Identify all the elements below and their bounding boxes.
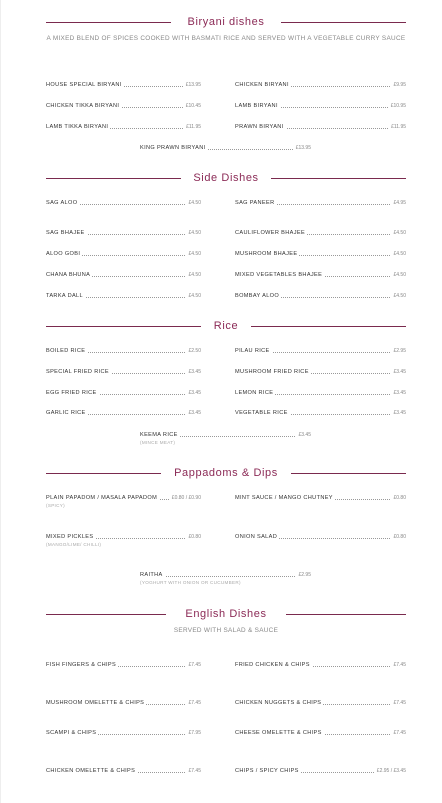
item-price: £3.45: [298, 432, 311, 438]
item-name: SAG ALOO: [46, 200, 78, 206]
menu-item: [46, 122, 201, 132]
item-name: KING PRAWN BIRYANI: [140, 145, 206, 151]
menu-item: [46, 346, 201, 356]
item-name: VEGETABLE RICE: [235, 410, 288, 416]
divider: [271, 178, 406, 179]
item-price: £2.50: [188, 348, 201, 354]
item-price: £4.50: [188, 230, 201, 236]
item-name: MIXED PICKLES: [46, 534, 94, 540]
item-name: FISH FINGERS & CHIPS: [46, 662, 117, 668]
item-note: (MINCE MEAT): [140, 440, 176, 445]
item-price: £3.45: [393, 410, 406, 416]
menu-item: [46, 388, 201, 398]
menu-item: [235, 532, 406, 542]
item-name: LEMON RICE: [235, 390, 274, 396]
menu-item: [46, 728, 201, 738]
item-price: £0.80 / £0.90: [171, 495, 201, 501]
item-price: £13.95: [295, 145, 311, 151]
item-name: CHICKEN NUGGETS & CHIPS: [235, 700, 322, 706]
section-title: Side Dishes: [193, 172, 259, 184]
item-price: £7.45: [393, 700, 406, 706]
item-name: CHEESE OMELETTE & CHIPS: [235, 730, 322, 736]
item-note: (MANGO/LIME/ CHILLI): [46, 542, 102, 547]
item-price: £3.45: [393, 390, 406, 396]
menu-item: [46, 766, 201, 776]
section-header-side-dishes: [46, 171, 406, 185]
item-price: £7.45: [393, 730, 406, 736]
menu-item: [140, 430, 311, 445]
item-price: £2.95: [393, 348, 406, 354]
item-name: CHICKEN OMELETTE & CHIPS: [46, 768, 136, 774]
section-description: A MIXED BLEND OF SPICES COOKED WITH BASMATI RICE AND SERVED WITH A VEGETABLE CURRY SAUCE: [46, 35, 406, 42]
item-price: £4.95: [393, 200, 406, 206]
menu-item: [46, 80, 201, 90]
item-name: FRIED CHICKEN & CHIPS: [235, 662, 310, 668]
item-price: £10.95: [390, 103, 406, 109]
item-name: PILAU RICE: [235, 348, 270, 354]
item-name: PRAWN BIRYANI: [235, 124, 284, 130]
menu-item: [46, 198, 201, 208]
section-header-pappadoms: [46, 466, 406, 480]
item-price: £4.50: [393, 293, 406, 299]
menu-item: [235, 249, 406, 259]
item-name: MIXED VEGETABLES BHAJEE: [235, 272, 323, 278]
item-name: SAG BHAJEE: [46, 230, 85, 236]
section-title: Pappadoms & Dips: [174, 467, 278, 479]
item-price: £7.45: [188, 662, 201, 668]
item-price: £0.80: [393, 495, 406, 501]
menu-item: [46, 101, 201, 111]
item-price: £3.45: [188, 390, 201, 396]
item-name: SCAMPI & CHIPS: [46, 730, 97, 736]
menu-item: [140, 570, 311, 585]
item-price: £13.95: [185, 82, 201, 88]
menu-item: [46, 249, 201, 259]
menu-item: [235, 122, 406, 132]
menu-item: [235, 228, 406, 238]
menu-item: [235, 346, 406, 356]
item-name: CHANA BHUNA: [46, 272, 91, 278]
item-name: LAMB BIRYANI: [235, 103, 278, 109]
item-note: (SPICY): [46, 503, 65, 508]
item-note: (YOGHURT WITH ONION OR CUCUMBER): [140, 580, 241, 585]
item-name: SAG PANEER: [235, 200, 275, 206]
item-name: KEEMA RICE: [140, 432, 178, 438]
item-price: £4.50: [188, 251, 201, 257]
menu-item: [46, 228, 201, 238]
divider: [286, 614, 406, 615]
divider: [251, 326, 406, 327]
menu-item: [235, 766, 406, 776]
item-price: £7.45: [393, 662, 406, 668]
item-price: £11.95: [391, 124, 406, 130]
item-price: £3.45: [188, 410, 201, 416]
item-price: £4.50: [393, 230, 406, 236]
section-header-english: [46, 607, 406, 621]
item-price: £4.50: [188, 272, 201, 278]
menu-item: [235, 367, 406, 377]
item-name: TARKA DALL: [46, 293, 83, 299]
item-price: £10.45: [185, 103, 201, 109]
menu-item: [140, 143, 311, 153]
section-title: Biryani dishes: [187, 16, 265, 28]
item-name: PLAIN PAPADOM / MASALA PAPADOM: [46, 495, 158, 501]
item-name: LAMB TIKKA BIRYANI: [46, 124, 109, 130]
item-price: £4.50: [188, 200, 201, 206]
section-title: Rice: [213, 320, 239, 332]
menu-item: [235, 698, 406, 708]
item-name: BOMBAY ALOO: [235, 293, 280, 299]
item-price: £0.80: [393, 534, 406, 540]
item-name: ONION SALAD: [235, 534, 278, 540]
divider: [281, 22, 406, 23]
menu-item: [46, 532, 201, 547]
item-name: RAITHA: [140, 572, 163, 578]
menu-item: [235, 660, 406, 670]
item-price: £4.50: [188, 293, 201, 299]
item-name: EGG FRIED RICE: [46, 390, 97, 396]
menu-item: [235, 728, 406, 738]
item-name: SPECIAL FRIED RICE: [46, 369, 109, 375]
item-name: BOILED RICE: [46, 348, 86, 354]
menu-item: [235, 80, 406, 90]
menu-item: [46, 270, 201, 280]
item-name: ALOO GOBI: [46, 251, 81, 257]
menu-item: [46, 660, 201, 670]
menu-item: [46, 698, 201, 708]
menu-item: [46, 291, 201, 301]
item-price: £0.80: [188, 534, 201, 540]
item-name: MUSHROOM BHAJEE: [235, 251, 298, 257]
section-header-rice: [46, 319, 406, 333]
divider: [291, 473, 406, 474]
item-price: £11.95: [186, 124, 201, 130]
section-description: SERVED WITH SALAD & SAUCE: [173, 627, 279, 634]
item-price: £7.95: [188, 730, 201, 736]
menu-item: [235, 388, 406, 398]
item-name: CHIPS / SPICY CHIPS: [235, 768, 299, 774]
item-price: £7.45: [188, 768, 201, 774]
item-name: CHICKEN BIRYANI: [235, 82, 289, 88]
item-price: £4.50: [393, 272, 406, 278]
item-price: £9.95: [393, 82, 406, 88]
item-name: MINT SAUCE / MANGO CHUTNEY: [235, 495, 333, 501]
item-name: CAULIFLOWER BHAJEE: [235, 230, 306, 236]
menu-item: [235, 291, 406, 301]
menu-item: [235, 101, 406, 111]
item-name: HOUSE SPECIAL BIRYANI: [46, 82, 122, 88]
section-header-biryani: [46, 15, 406, 29]
menu-item: [235, 198, 406, 208]
item-price: £7.45: [188, 700, 201, 706]
menu-item: [46, 367, 201, 377]
item-price: £3.45: [393, 369, 406, 375]
item-name: GARLIC RICE: [46, 410, 86, 416]
menu-item: [46, 408, 201, 418]
item-price: £2.95 / £3.45: [376, 768, 406, 774]
section-title: English Dishes: [185, 608, 267, 620]
menu-item: [46, 493, 201, 508]
item-name: MUSHROOM FRIED RICE: [235, 369, 309, 375]
item-price: £3.45: [188, 369, 201, 375]
item-price: £4.50: [393, 251, 406, 257]
item-name: CHICKEN TIKKA BIRYANI: [46, 103, 120, 109]
item-name: MUSHROOM OMELETTE & CHIPS: [46, 700, 145, 706]
menu-item: [235, 408, 406, 418]
item-price: £2.95: [298, 572, 311, 578]
menu-item: [235, 493, 406, 503]
menu-item: [235, 270, 406, 280]
